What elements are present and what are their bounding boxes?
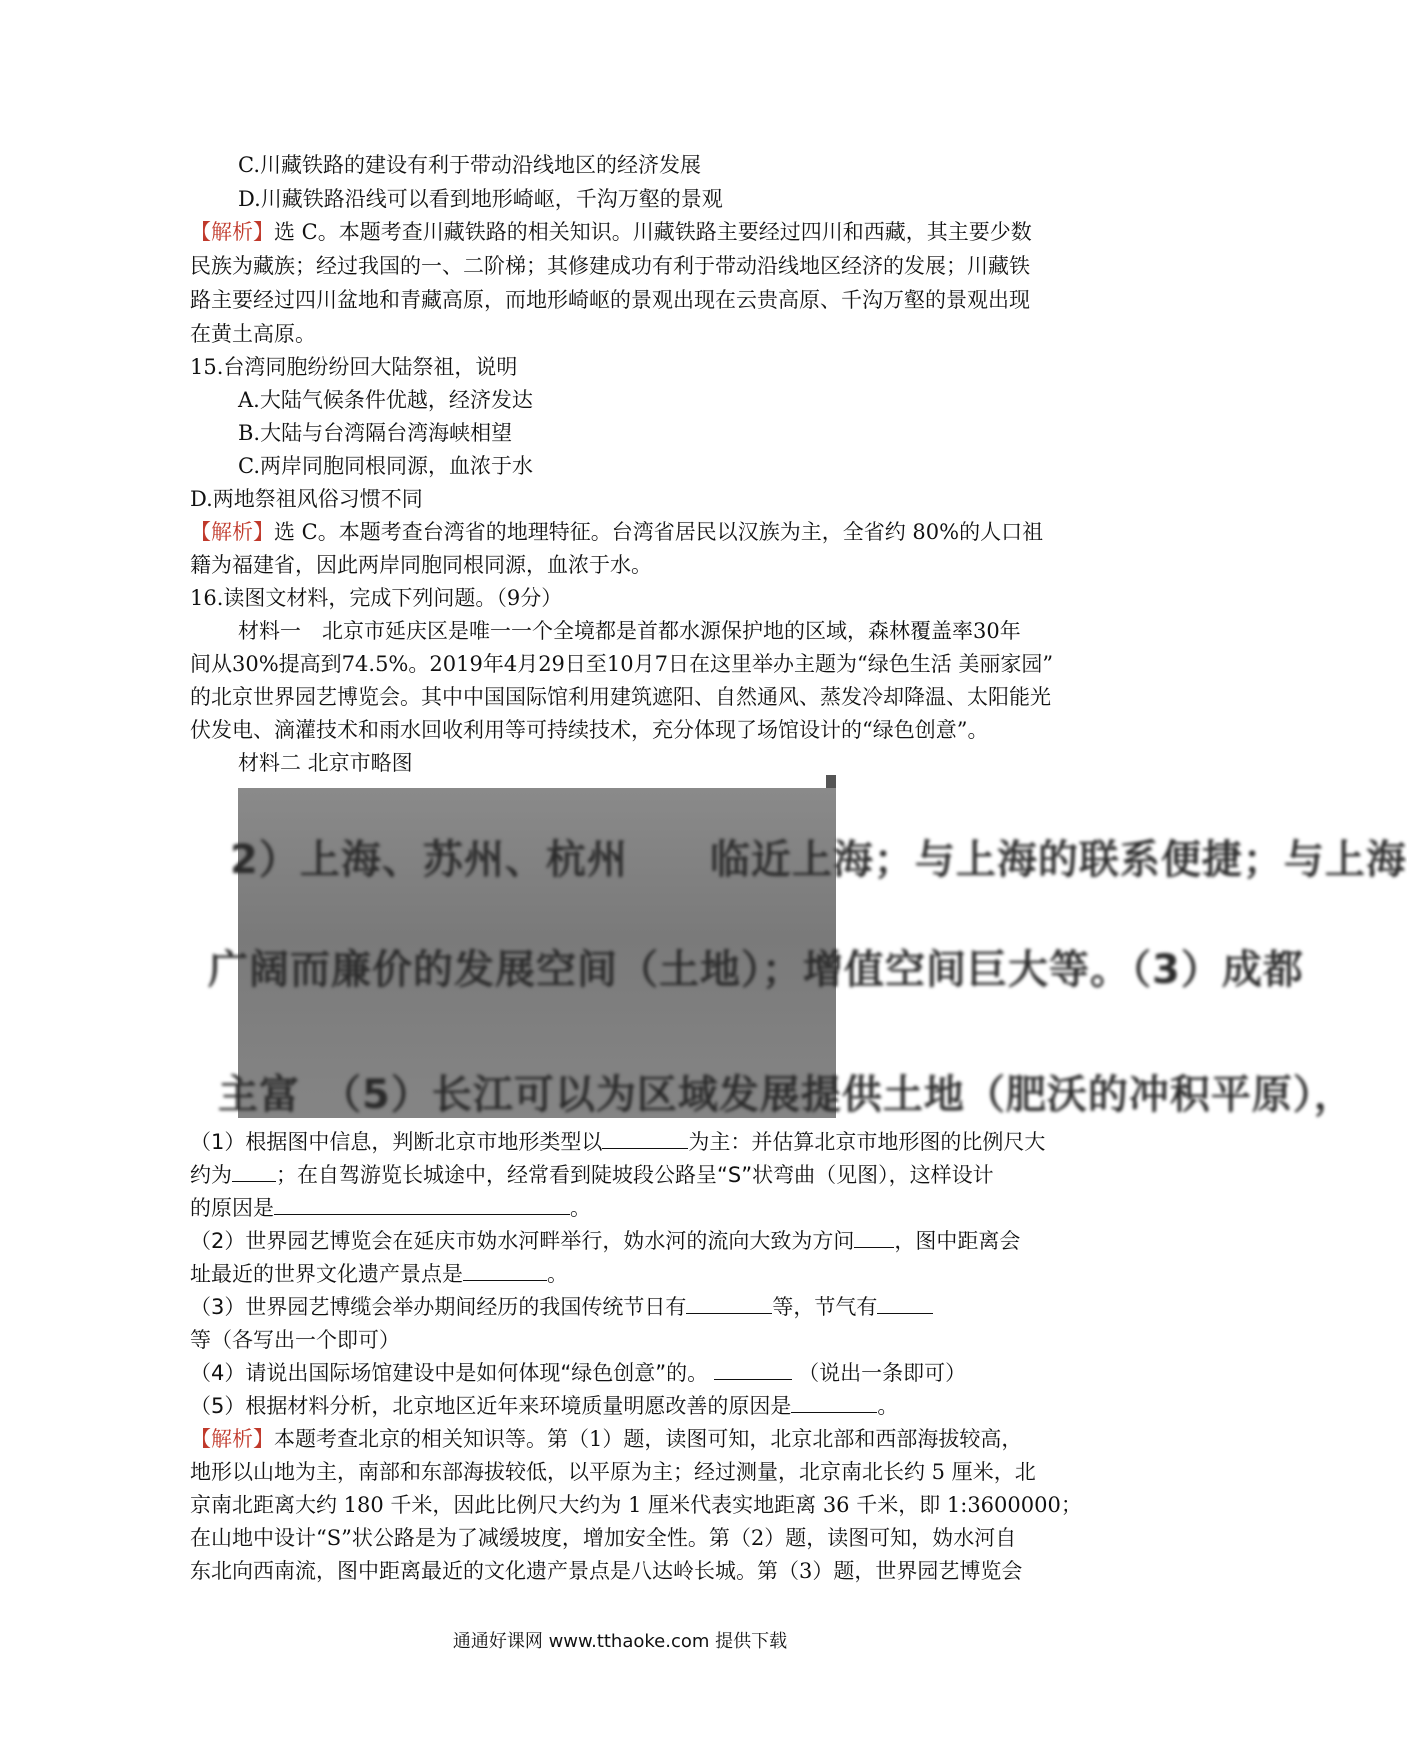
q3-text: （3）世界园艺博缆会举办期间经历的我国传统节日有 bbox=[190, 1295, 687, 1319]
q3-line2: 等（各写出一个即可） bbox=[190, 1328, 400, 1352]
q3-line1 bbox=[190, 1292, 933, 1322]
material-1-line3: 的北京世界园艺博览会。其中中国国际馆利用建筑遮阳、自然通风、蒸发冷却降温、太阳能光 bbox=[190, 685, 1051, 709]
analysis-15-line2: 籍为福建省，因此两岸同胞同根同源，血浓于水。 bbox=[190, 553, 652, 577]
q1-text: （1）根据图中信息，判断北京市地形类型以 bbox=[190, 1130, 603, 1154]
question-15: 15.台湾同胞纷纷回大陆祭祖，说明 bbox=[190, 355, 518, 379]
q2-text: 。 bbox=[547, 1262, 568, 1286]
material-1-line4: 伏发电、滴灌技术和雨水回收利用等可持续技术，充分体现了场馆设计的“绿色创意”。 bbox=[190, 718, 989, 742]
q1-line2 bbox=[190, 1160, 994, 1190]
analysis-16-line2: 地形以山地为主，南部和东部海拔较低，以平原为主；经过测量，北京南北长约 5 厘米，北 bbox=[190, 1460, 1036, 1484]
option-d-14: D.川藏铁路沿线可以看到地形崎岖，千沟万壑的景观 bbox=[238, 187, 723, 211]
q3-text: 等，节气有 bbox=[772, 1295, 878, 1319]
option-d-15: D.两地祭祖风俗习惯不同 bbox=[190, 487, 423, 511]
blurred-photo-image bbox=[208, 788, 1407, 1118]
answer-blank-scale[interactable] bbox=[232, 1161, 276, 1182]
analysis-text: 本题考查北京的相关知识等。第（1）题，读图可知，北京北部和西部海拔较高， bbox=[274, 1427, 1023, 1451]
q2-line1 bbox=[190, 1226, 1020, 1256]
analysis-tag: 【解析】 bbox=[190, 1427, 274, 1451]
material-1-line2: 间从30%提高到74.5%。2019年4月29日至10月7日在这里举办主题为“绿色生活 美丽家园” bbox=[190, 652, 1054, 676]
analysis-14-line4: 在黄土高原。 bbox=[190, 322, 316, 346]
material-1-line1: 材料一 北京市延庆区是唯一一个全境都是首都水源保护地的区域，森林覆盖率30年 bbox=[238, 619, 1021, 643]
analysis-14-line1 bbox=[190, 217, 1032, 247]
analysis-16-line4: 在山地中设计“S”状公路是为了减缓坡度，增加安全性。第（2）题，读图可知，妫水河自 bbox=[190, 1526, 1017, 1550]
analysis-16-line1 bbox=[190, 1424, 1022, 1454]
q5-text: （5）根据材料分析，北京地区近年来环境质量明愿改善的原因是 bbox=[190, 1394, 792, 1418]
q4-text: （说出一条即可） bbox=[798, 1361, 967, 1385]
photo-text-line2: 广阔而廉价的发展空间（土地）；增值空间巨大等。（3）成都 bbox=[208, 947, 1304, 993]
q4-text: （4）请说出国际场馆建设中是如何体现“绿色创意”的。 bbox=[190, 1361, 709, 1385]
q1-text: 的原因是 bbox=[190, 1196, 274, 1220]
q2-text: ，图中距离会 bbox=[894, 1229, 1021, 1253]
page-footer: 通通好课网 www.tthaoke.com 提供下载 bbox=[452, 1631, 788, 1652]
answer-blank-festival[interactable] bbox=[686, 1293, 772, 1314]
q1-line3 bbox=[190, 1193, 591, 1223]
answer-blank-environment[interactable] bbox=[791, 1392, 877, 1413]
analysis-text: 选 C。本题考查川藏铁路的相关知识。川藏铁路主要经过四川和西藏，其主要少数 bbox=[274, 220, 1032, 244]
analysis-14-line2: 民族为藏族；经过我国的一、二阶梯；其修建成功有利于带动沿线地区经济的发展；川藏铁 bbox=[190, 254, 1030, 278]
answer-blank-reason[interactable] bbox=[274, 1194, 570, 1215]
answer-blank-terrain[interactable] bbox=[602, 1128, 688, 1149]
analysis-16-line3: 京南北距离大约 180 千米，因此比例尺大约为 1 厘米代表实地距离 36 千米，即 1:3600000； bbox=[190, 1493, 1082, 1517]
analysis-14-line3: 路主要经过四川盆地和青藏高原，而地形崎岖的景观出现在云贵高原、千沟万壑的景观出现 bbox=[190, 288, 1030, 312]
q1-text: 。 bbox=[570, 1196, 591, 1220]
q1-text: ；在自驾游览长城途中，经常看到陡坡段公路呈“S”状弯曲（见图），这样设计 bbox=[276, 1163, 994, 1187]
answer-blank-green-idea[interactable] bbox=[714, 1359, 792, 1380]
answer-blank-direction[interactable] bbox=[854, 1227, 894, 1248]
q4-line bbox=[190, 1358, 966, 1388]
analysis-16-line5: 东北向西南流，图中距离最近的文化遗产景点是八达岭长城。第（3）题，世界园艺博览会 bbox=[190, 1559, 1023, 1583]
option-c-15: C.两岸同胞同根同源，血浓于水 bbox=[238, 454, 533, 478]
material-2-title: 材料二 北京市略图 bbox=[238, 751, 413, 775]
photo-text-line1: 2）上海、苏州、杭州 临近上海；与上海的联系便捷；与上海 bbox=[230, 837, 1407, 883]
q2-text: （2）世界园艺博览会在延庆市妫水河畔举行，妫水河的流向大致为方问 bbox=[190, 1229, 855, 1253]
analysis-15-line1 bbox=[190, 517, 1043, 547]
photo-text-line3: 主富 （5）长江可以为区域发展提供土地（肥沃的冲积平原）， bbox=[218, 1072, 1355, 1118]
question-16: 16.读图文材料，完成下列问题。（9分） bbox=[190, 586, 563, 610]
option-c-14: C.川藏铁路的建设有利于带动沿线地区的经济发展 bbox=[238, 153, 701, 177]
option-b-15: B.大陆与台湾隔台湾海峡相望 bbox=[238, 421, 513, 445]
q2-line2 bbox=[190, 1259, 568, 1289]
option-a-15: A.大陆气候条件优越，经济发达 bbox=[238, 388, 533, 412]
q2-text: 址最近的世界文化遗产景点是 bbox=[190, 1262, 463, 1286]
answer-blank-heritage[interactable] bbox=[463, 1260, 547, 1281]
q1-text: 约为 bbox=[190, 1163, 232, 1187]
analysis-tag: 【解析】 bbox=[190, 520, 274, 544]
q1-line1 bbox=[190, 1127, 1045, 1157]
analysis-tag: 【解析】 bbox=[190, 220, 274, 244]
q1-text: 为主：并估算北京市地形图的比例尺大 bbox=[688, 1130, 1046, 1154]
q5-text: 。 bbox=[877, 1394, 899, 1418]
q5-line bbox=[190, 1391, 898, 1421]
analysis-text: 选 C。本题考查台湾省的地理特征。台湾省居民以汉族为主，全省约 80%的人口祖 bbox=[274, 520, 1044, 544]
answer-blank-solar-term[interactable] bbox=[877, 1293, 933, 1314]
